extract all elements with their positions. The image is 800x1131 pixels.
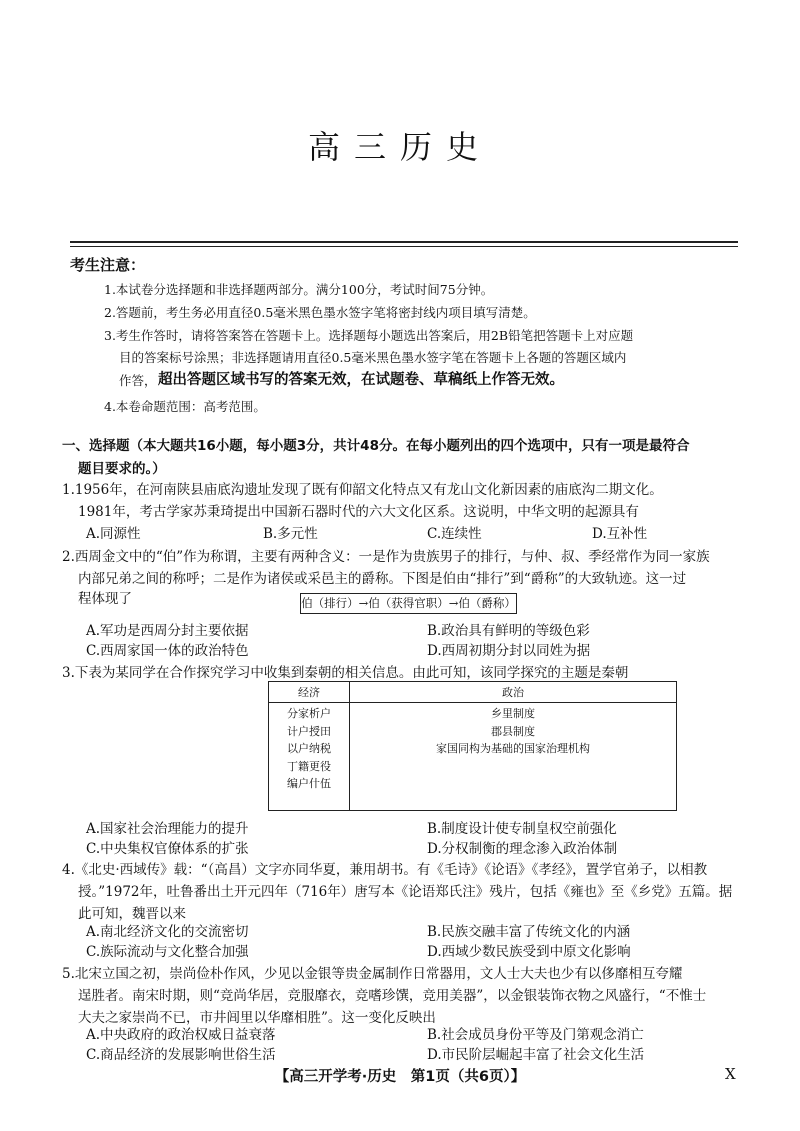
q1-option-a: A.同源性	[86, 526, 141, 542]
q5-option-a: A.中央政府的政治权威日益衰落	[86, 1027, 276, 1043]
q3-politics-item: 家国同构为基础的国家治理机构	[436, 742, 590, 755]
header-rule-thick	[70, 241, 738, 243]
q5-option-c: C.商品经济的发展影响世俗生活	[86, 1047, 276, 1063]
q1-option-d: D.互补性	[592, 526, 648, 542]
q5-option-b: B.社会成员身份平等及门第观念消亡	[427, 1027, 644, 1043]
q2-stem: 内部兄弟之间的称呼；二是作为诸侯或采邑主的爵称。下图是伯由“排行”到“爵称”的大致轨迹。这一过	[78, 571, 687, 587]
q4-option-d: D.西域少数民族受到中原文化影响	[427, 944, 631, 960]
q3-option-c: C.中央集权官僚体系的扩张	[86, 841, 249, 857]
notice-item-3: 3.考生作答时，请将答案答在答题卡上。选择题每小题选出答案后，用2B铅笔把答题卡上对应题	[104, 328, 634, 343]
q1-stem: 1.1956年，在河南陕县庙底沟遗址发现了既有仰韶文化特点又有龙山文化新因素的庙底沟二期文化。	[62, 482, 663, 498]
q3-table-header-economy: 经济	[269, 682, 350, 703]
q5-option-d: D.市民阶层崛起丰富了社会文化生活	[427, 1047, 645, 1063]
q3-info-table	[268, 681, 677, 811]
section-heading-cont: 题目要求的。）	[78, 461, 166, 477]
q2-option-b: B.政治具有鲜明的等级色彩	[427, 623, 590, 639]
q4-stem: 此可知，魏晋以来	[78, 906, 186, 922]
q4-stem: 4.《北史·西域传》载：“（高昌）文字亦同华夏，兼用胡书。有《毛诗》《论语》《孝经》，置学官弟子，以相教	[62, 862, 708, 878]
q2-stem: 程体现了	[78, 591, 132, 607]
q3-economy-item: 编户什伍	[287, 777, 331, 790]
q3-option-a: A.国家社会治理能力的提升	[86, 821, 249, 837]
q5-stem: 大夫之家崇尚不已，市井闾里以华靡相胜”。这一变化反映出	[78, 1010, 436, 1026]
notice-heading: 考生注意：	[70, 256, 146, 274]
q2-option-c: C.西周家国一体的政治特色	[86, 643, 249, 659]
notice-item-3-end: 作答，	[119, 373, 157, 388]
q2-option-d: D.西周初期分封以同姓为据	[427, 643, 591, 659]
q1-option-c: C.连续性	[427, 526, 482, 542]
q3-option-b: B.制度设计使专制皇权空前强化	[427, 821, 617, 837]
notice-item-1: 1.本试卷分选择题和非选择题两部分。满分100分，考试时间75分钟。	[104, 282, 494, 297]
q3-economy-item: 分家析户	[287, 707, 331, 720]
q1-stem: 1981年，考古学家苏秉琦提出中国新石器时代的六大文化区系。这说明，中华文明的起源具有	[78, 504, 639, 520]
q4-option-c: C.族际流动与文化整合加强	[86, 944, 249, 960]
version-mark: X	[725, 1065, 736, 1083]
q3-table-header-politics: 政治	[350, 682, 677, 703]
q4-stem: 授。”1972年，吐鲁番出土开元四年（716年）唐写本《论语郑氏注》残片，包括《雍也》至《乡党》五篇。据	[78, 884, 733, 900]
q4-option-b: B.民族交融丰富了传统文化的内涵	[427, 924, 631, 940]
header-rule-thin	[70, 246, 738, 247]
q3-table-economy-cell	[269, 703, 350, 811]
q3-economy-item: 以户纳税	[287, 742, 331, 755]
q3-politics-item: 乡里制度	[491, 707, 535, 720]
q1-option-b: B.多元性	[263, 526, 318, 542]
notice-emphasis: 超出答题区域书写的答案无效，在试题卷、草稿纸上作答无效。	[158, 372, 564, 388]
notice-item-2: 2.答题前，考生务必用直径0.5毫米黑色墨水签字笔将密封线内项目填写清楚。	[104, 305, 536, 320]
page-footer: 【高三开学考·历史 第1页（共6页）】	[274, 1069, 526, 1085]
q2-option-a: A.军功是西周分封主要依据	[86, 623, 249, 639]
q2-flow-diagram: 伯（排行）→伯（获得官职）→伯（爵称）	[300, 593, 517, 614]
q4-option-a: A.南北经济文化的交流密切	[86, 924, 249, 940]
notice-item-4: 4.本卷命题范围：高考范围。	[104, 399, 266, 414]
q3-economy-item: 计户授田	[287, 724, 331, 738]
q3-stem: 3.下表为某同学在合作探究学习中收集到秦朝的相关信息。由此可知，该同学探究的主题是秦朝	[62, 665, 629, 681]
q3-economy-item: 丁籍更役	[287, 759, 331, 773]
q5-stem: 逞胜者。南宋时期，则“竞尚华居，竞服靡衣，竞嗜珍馔，竞用美器”，以金银装饰衣物之风盛行，“不惟士	[78, 988, 707, 1004]
q2-stem: 2.西周金文中的“伯”作为称谓，主要有两种含义：一是作为贵族男子的排行，与仲、叔、季经常作为同一家族	[62, 549, 710, 565]
page-title: 高三历史	[307, 128, 492, 166]
q3-table-politics-cell	[350, 703, 677, 811]
notice-item-3-cont: 目的答案标号涂黑；非选择题请用直径0.5毫米黑色墨水签字笔在答题卡上各题的答题区域内	[119, 350, 627, 365]
q3-politics-item: 郡县制度	[491, 724, 535, 738]
section-heading: 一、选择题（本大题共16小题，每小题3分，共计48分。在每小题列出的四个选项中，只有一项是最符合	[62, 438, 690, 454]
q3-option-d: D.分权制衡的理念渗入政治体制	[427, 841, 618, 857]
q5-stem: 5.北宋立国之初，崇尚俭朴作风，少见以金银等贵金属制作日常器用，文人士大夫也少有以侈靡相互夸耀	[62, 966, 683, 982]
